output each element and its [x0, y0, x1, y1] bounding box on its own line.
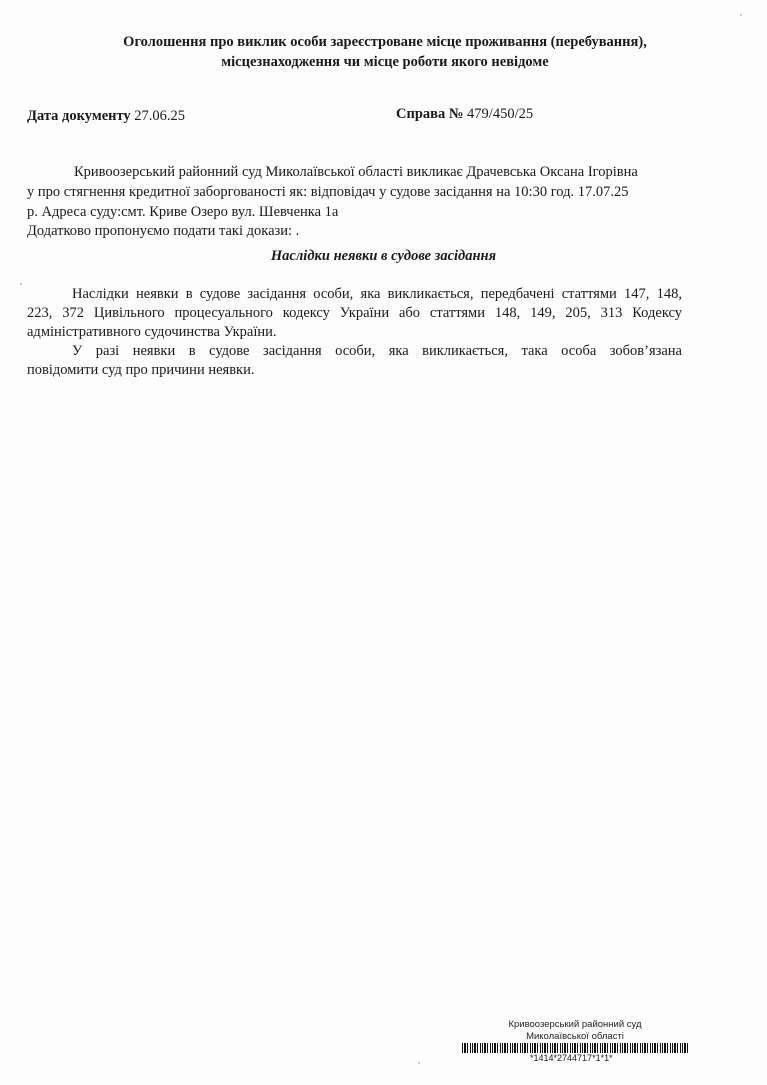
consequences-paragraph-1-line-1: Наслідки неявки в судове засідання особи, яка викликається, передбачені статтями 147, 148, [72, 286, 682, 302]
court-stamp-line-1: Кривоозерський районний суд [508, 1019, 642, 1030]
consequences-paragraph-2-line-2: повідомити суд про причини неявки. [27, 362, 255, 378]
scan-speck [20, 283, 22, 285]
case-number [396, 106, 533, 123]
document-date-label: Дата документу [27, 108, 131, 124]
summons-line-2: у про стягнення кредитної заборгованості як: відповідач у судове засідання на 10:30 год. 17.07.25 [27, 184, 629, 200]
barcode-number: *1414*2744717*1*1* [530, 1053, 613, 1063]
court-stamp [500, 1019, 650, 1043]
summons-line-1: Кривоозерський районний суд Миколаївської області викликає Драчевська Оксана Ігорівна [74, 164, 638, 180]
scan-speck [418, 1062, 420, 1064]
title-line-1: Оголошення про виклик особи зареєстроване місце проживання (перебування), [123, 34, 647, 50]
title-line-2: місцезнаходження чи місце роботи якого невідоме [221, 54, 549, 70]
consequences-paragraph-1-line-2: 223, 372 Цивільного процесуального кодексу України або статтями 148, 149, 205, 313 Кодексу [27, 305, 682, 321]
case-number-value: 479/450/25 [467, 106, 534, 122]
consequences-heading: Наслідки неявки в судове засідання [270, 248, 497, 264]
barcode [462, 1043, 690, 1053]
document-title [40, 32, 730, 72]
scan-speck [740, 14, 742, 16]
summons-line-4: Додатково пропонуємо подати такі докази: . [27, 223, 300, 239]
summons-line-3: р. Адреса суду:смт. Криве Озеро вул. Шевченка 1а [27, 204, 339, 220]
consequences-paragraph-2-line-1: У разі неявки в судове засідання особи, яка викликається, така особа зобов’язана [72, 343, 682, 359]
case-number-label: Справа № [396, 106, 464, 122]
court-stamp-line-2: Миколаївської області [526, 1031, 624, 1042]
consequences-paragraph-1-line-3: адміністративного судочинства України. [27, 324, 277, 340]
document-date-value: 27.06.25 [134, 108, 186, 124]
document-date [27, 108, 185, 125]
